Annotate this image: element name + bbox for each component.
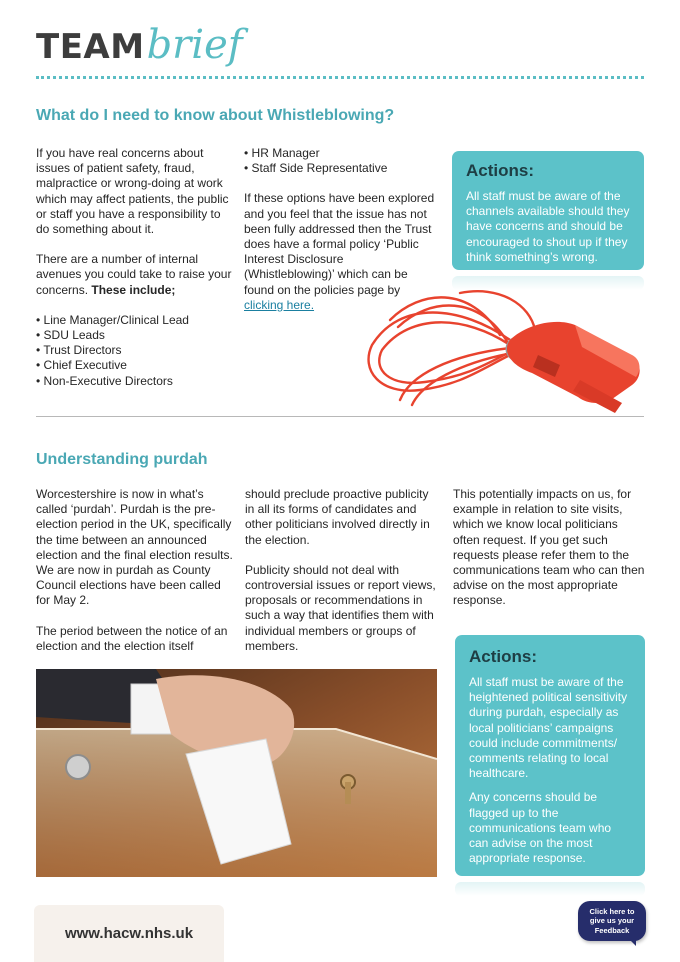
whistle-image <box>360 285 650 425</box>
purdah-intro: Worcestershire is now in what’s called ‘purdah’. Purdah is the pre-election period in the UK, specifically the time between an announced election and the final election results. We are now in purdah as County Council elections have been called for May 2. <box>36 487 233 608</box>
feedback-button[interactable] <box>578 901 646 941</box>
purdah-period-text: The period between the notice of an election and the election itself <box>36 623 228 653</box>
purdah-heading: Understanding purdah <box>36 451 208 468</box>
whistleblowing-column-1 <box>36 146 232 389</box>
feedback-line-3: Feedback <box>594 925 630 935</box>
avenues-intro-text: There are a number of internal avenues you could take to raise your concerns. <box>36 252 232 297</box>
purdah-actions-p2: Any concerns should be flagged up to the communications team who can advise on the most appropriate response. <box>469 790 612 866</box>
policies-link[interactable]: clicking here. <box>244 297 315 312</box>
avenues-intro-bold: These include; <box>91 282 176 297</box>
list-item: • Chief Executive <box>36 358 127 373</box>
whistleblowing-heading: What do I need to know about Whistleblowing? <box>36 107 395 124</box>
purdah-publicity-text: should preclude proactive publicity in all its forms of candidates and other politicians involved directly in the election. <box>245 487 430 547</box>
list-item: • Non-Executive Directors <box>36 373 173 388</box>
purdah-controversial-text: Publicity should not deal with controversial issues or report views, proposals or recommendations in such a way that identifies them with individual members or groups of members. <box>245 562 436 653</box>
list-item: • Trust Directors <box>36 343 122 358</box>
purdah-column-2 <box>245 487 441 669</box>
feedback-line-2: give us your <box>589 916 635 926</box>
logo-brief-text: brief <box>146 22 243 68</box>
purdah-column-3 <box>453 487 647 624</box>
teambrief-logo <box>36 22 243 72</box>
whistleblowing-avenues-intro <box>36 252 232 298</box>
list-item: • Staff Side Representative <box>244 161 388 176</box>
footer-url-box <box>34 905 224 962</box>
purdah-actions-p1: All staff must be aware of the heightened political sensitivity during purdah, especially as local politicians’ campaigns could include commitments/ comments relating to local healthcare. <box>469 675 628 781</box>
header-dotted-divider <box>36 76 644 79</box>
list-item: • Line Manager/Clinical Lead <box>36 312 189 327</box>
avenues-list-1 <box>36 313 232 389</box>
list-item: • HR Manager <box>244 146 320 160</box>
ballot-box-image <box>36 669 437 877</box>
avenues-list-2 <box>244 146 436 176</box>
purdah-column-1 <box>36 487 234 669</box>
list-item: • SDU Leads <box>36 328 105 343</box>
actions-text <box>469 675 631 866</box>
policy-text: If these options have been explored and you feel that the issue has not been fully addressed then the Trust does have a formal policy ‘Public Interest Disclosure (Whistleblowing)’ which can be found on the policies page by <box>244 191 435 297</box>
speech-bubble-tail-icon <box>626 936 636 946</box>
actions-text: All staff must be aware of the channels available should they have concerns and should be encouraged to shout up if they think something’s wrong. <box>466 189 630 264</box>
logo-team-text: TEAM <box>36 27 145 67</box>
whistleblowing-actions-box <box>452 151 644 270</box>
feedback-line-1: Click here to <box>589 906 635 916</box>
section-divider <box>36 416 644 417</box>
purdah-actions-box <box>455 635 645 876</box>
website-link[interactable]: www.hacw.nhs.uk <box>64 925 194 942</box>
actions-title: Actions: <box>469 647 537 666</box>
whistleblowing-intro: If you have real concerns about issues of patient safety, fraud, malpractice or wrong-doing at work which may affect patients, the public or staff you have a responsibility to do something about it. <box>36 146 229 237</box>
actions-title: Actions: <box>466 161 534 180</box>
purdah-impact-text: This potentially impacts on us, for example in relation to site visits, which we know local politicians often request. If you get such requests please refer them to the communications team who can then advise on the most appropriate response. <box>453 487 645 608</box>
actions-box-reflection <box>455 882 645 896</box>
